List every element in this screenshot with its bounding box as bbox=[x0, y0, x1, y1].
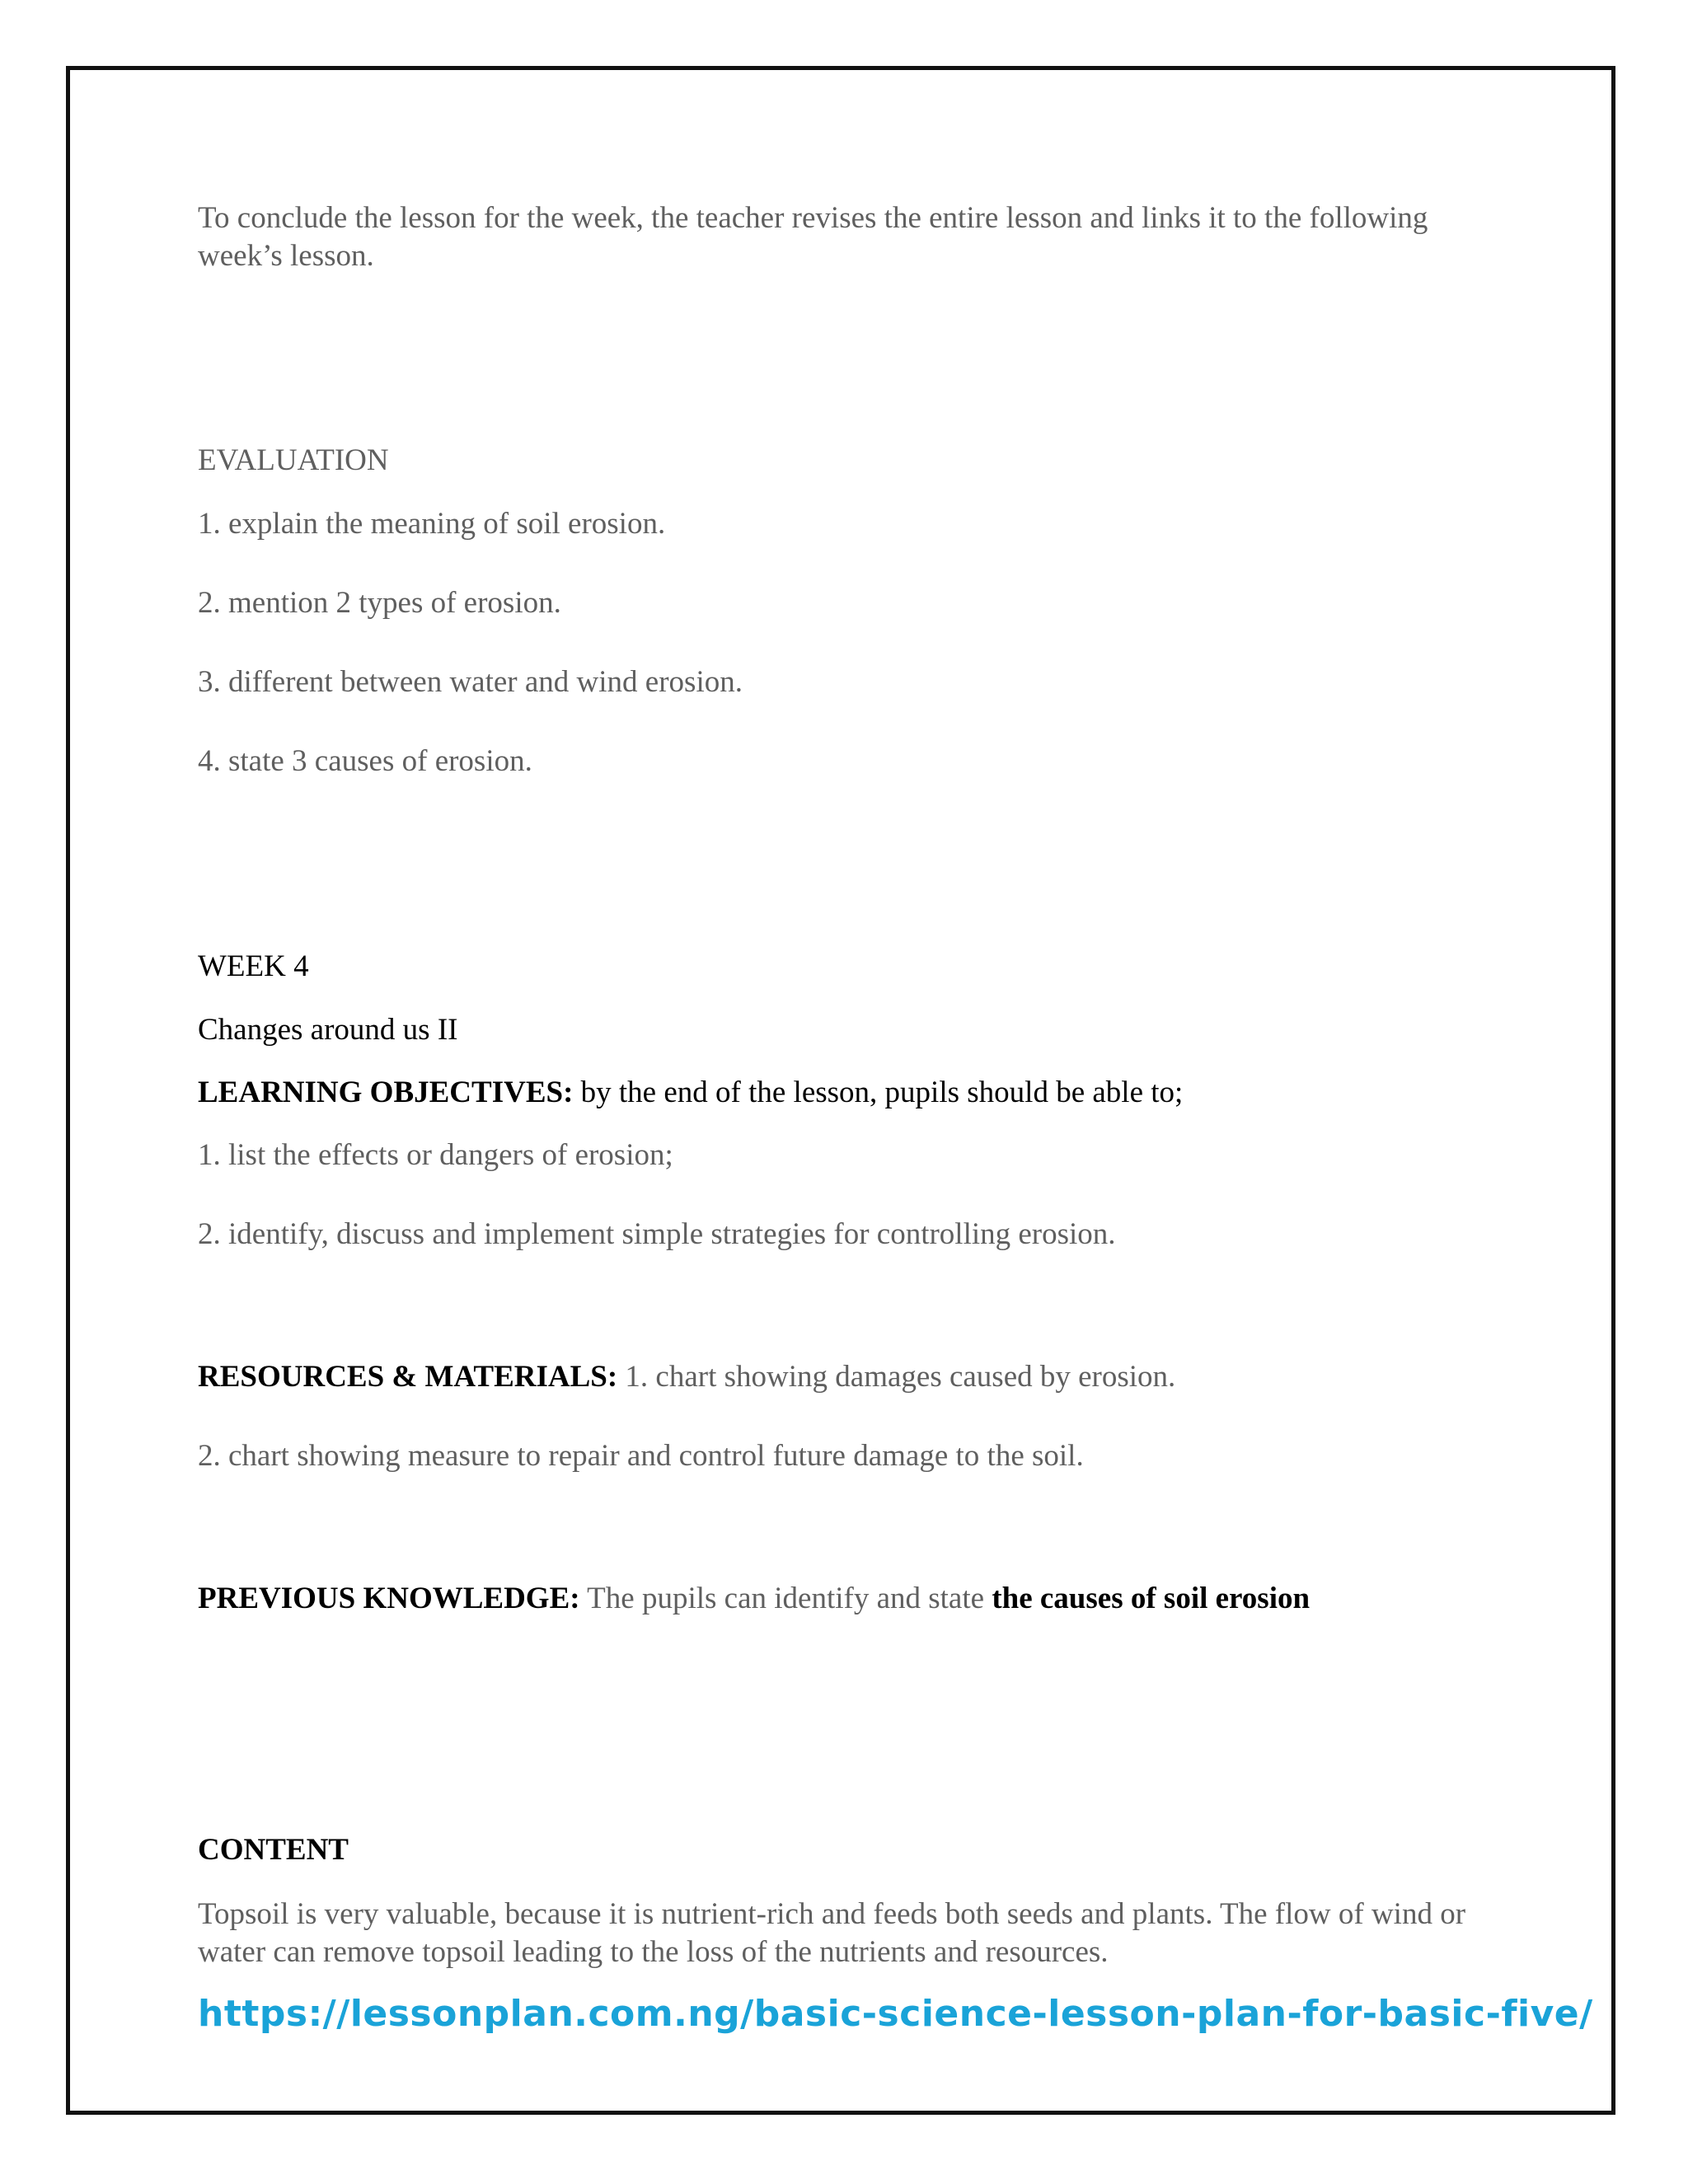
evaluation-item: 2. mention 2 types of erosion. bbox=[198, 586, 561, 620]
content-heading: CONTENT bbox=[198, 1833, 349, 1867]
resources-second-item: 2. chart showing measure to repair and control future damage to the soil. bbox=[198, 1439, 1084, 1473]
previous-knowledge-line bbox=[198, 1580, 1310, 1618]
objective-item: 1. list the effects or dangers of erosion; bbox=[198, 1138, 673, 1172]
previous-knowledge-text: The pupils can identify and state bbox=[579, 1582, 992, 1615]
evaluation-item: 3. different between water and wind erosion. bbox=[198, 665, 743, 699]
week-topic: Changes around us II bbox=[198, 1013, 458, 1047]
learning-objectives-label: LEARNING OBJECTIVES: bbox=[198, 1076, 574, 1109]
week-label: WEEK 4 bbox=[198, 949, 309, 983]
previous-knowledge-emphasis: the causes of soil erosion bbox=[992, 1582, 1311, 1615]
resources-first-item: 1. chart showing damages caused by erosion. bbox=[617, 1360, 1176, 1394]
evaluation-heading: EVALUATION bbox=[198, 443, 389, 477]
learning-objectives-line bbox=[198, 1074, 1183, 1112]
conclusion-paragraph: To conclude the lesson for the week, the teacher revises the entire lesson and links it to the following week’s lesson. bbox=[198, 201, 1428, 273]
evaluation-item: 1. explain the meaning of soil erosion. bbox=[198, 507, 666, 541]
evaluation-item: 4. state 3 causes of erosion. bbox=[198, 744, 532, 778]
footer-url-link[interactable]: https://lessonplan.com.ng/basic-science-lesson-plan-for-basic-five/ bbox=[198, 1993, 1593, 2035]
content-paragraph: Topsoil is very valuable, because it is nutrient-rich and feeds both seeds and plants. The flow of wind or water can remove topsoil leading to the loss of the nutrients and resources. bbox=[198, 1897, 1466, 1969]
resources-line bbox=[198, 1358, 1175, 1396]
previous-knowledge-label: PREVIOUS KNOWLEDGE: bbox=[198, 1582, 580, 1615]
learning-objectives-intro: by the end of the lesson, pupils should be able to; bbox=[573, 1076, 1184, 1109]
resources-label: RESOURCES & MATERIALS: bbox=[198, 1360, 618, 1394]
objective-item: 2. identify, discuss and implement simple strategies for controlling erosion. bbox=[198, 1217, 1116, 1251]
